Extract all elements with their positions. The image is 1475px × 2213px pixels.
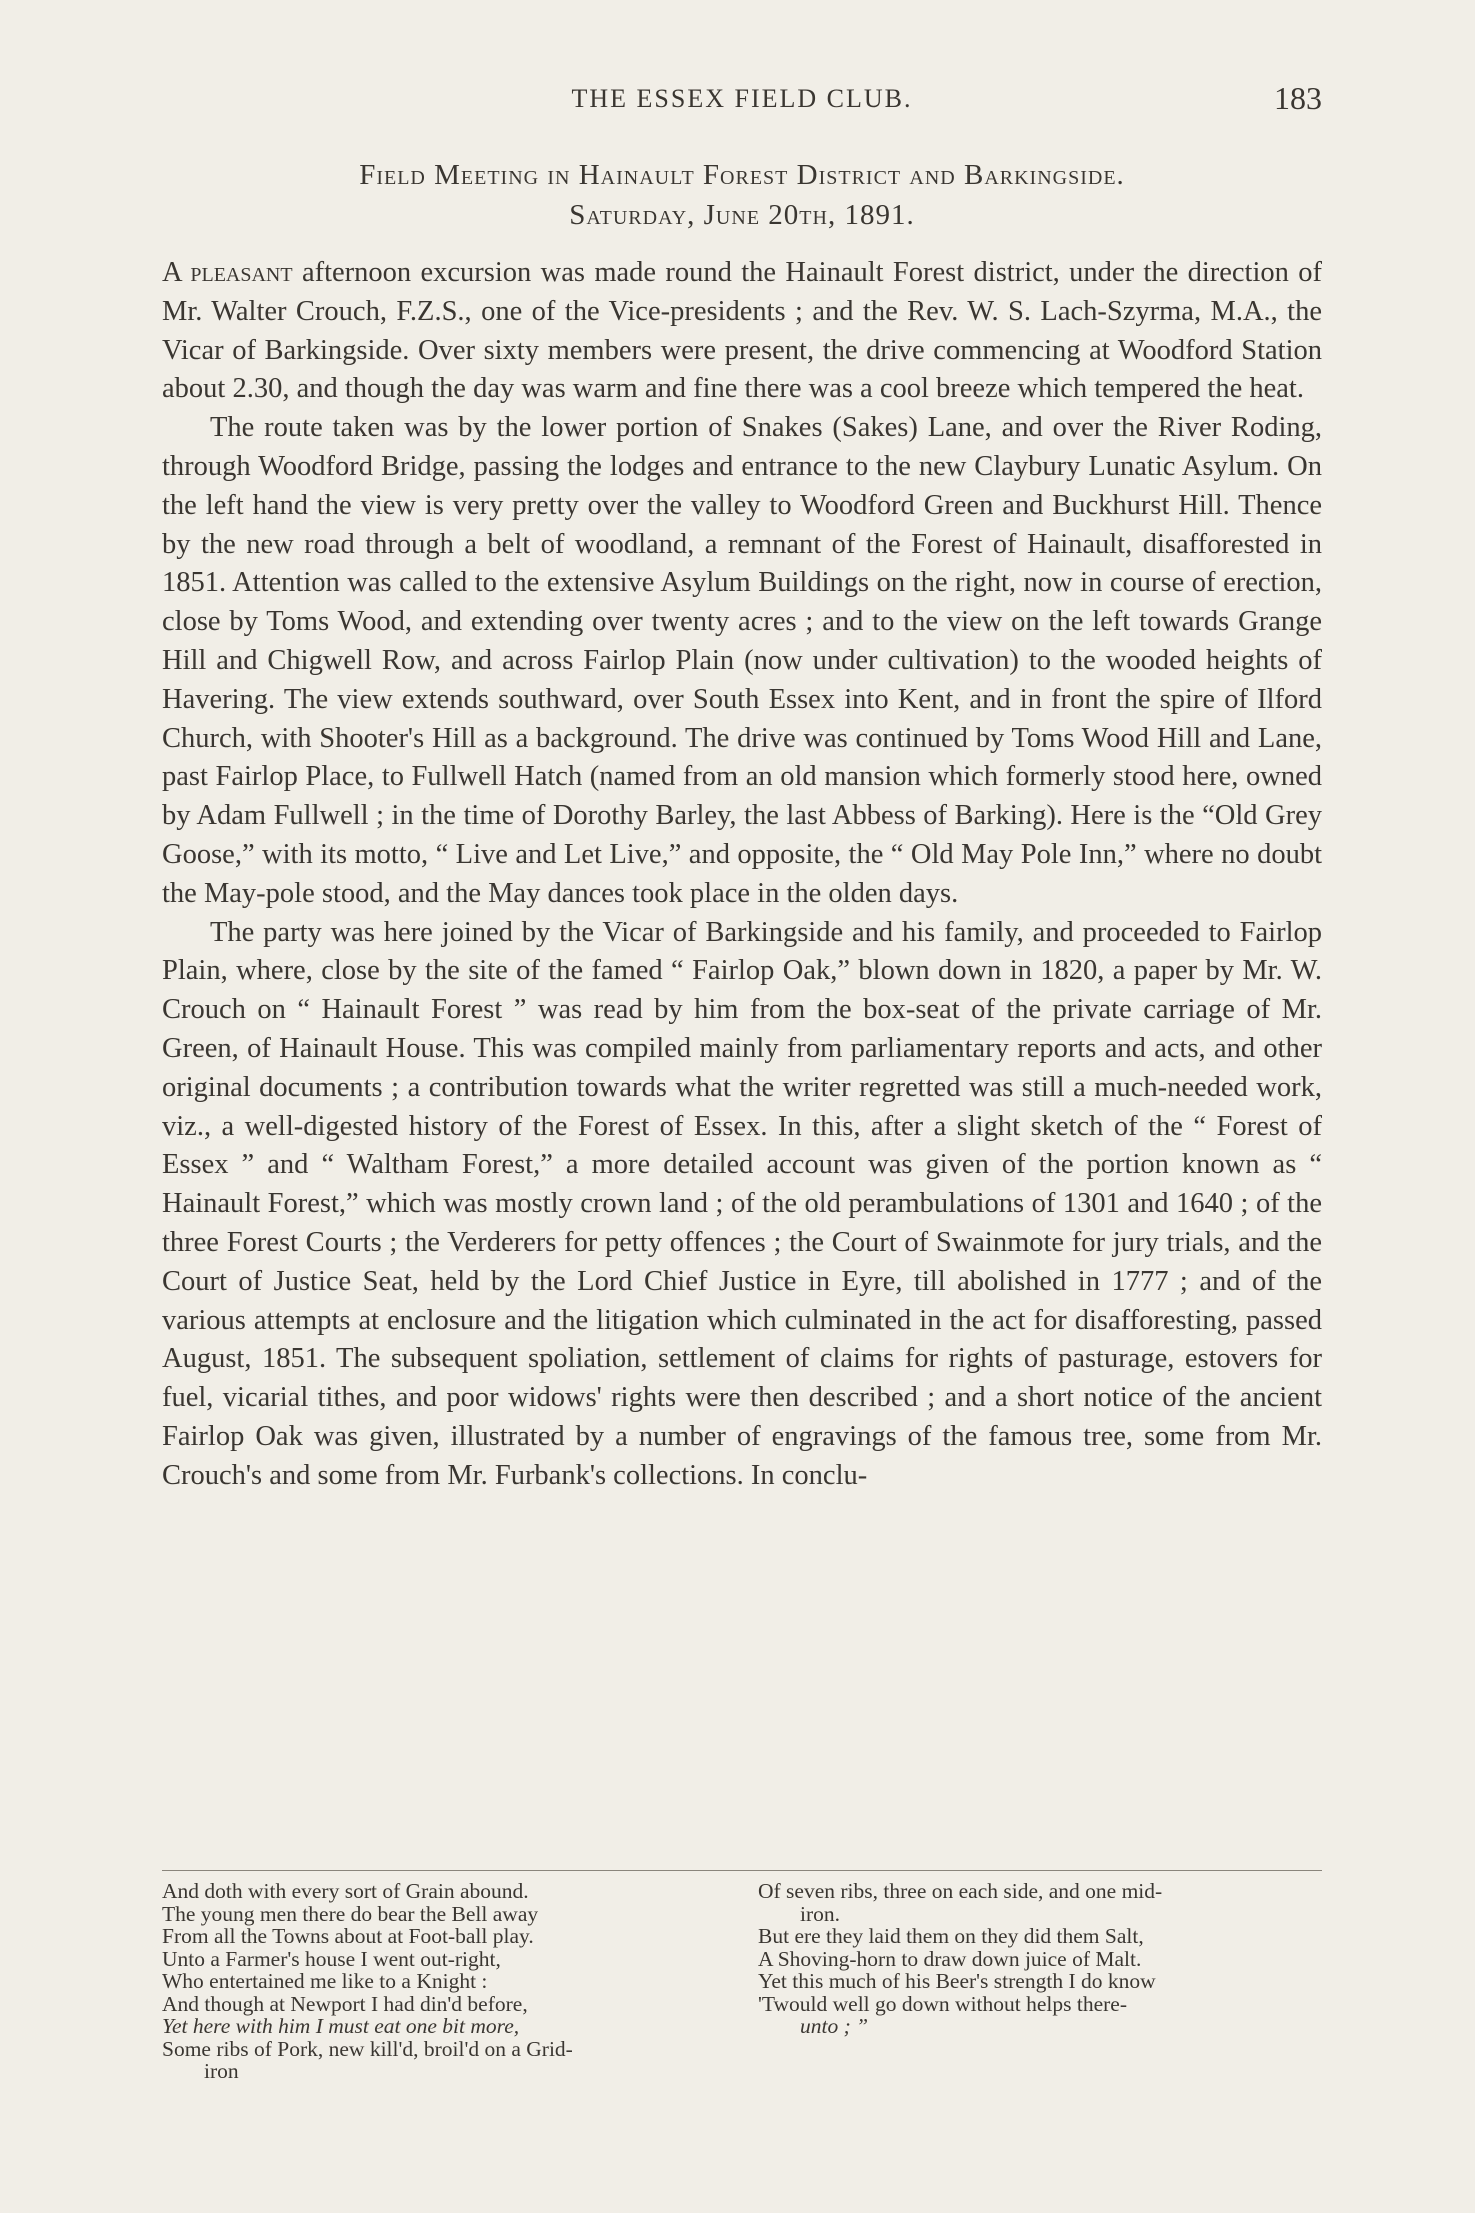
footnote-line: And doth with every sort of Grain abound. bbox=[162, 1879, 529, 1903]
footnote-line: But ere they laid them on they did them Salt, bbox=[758, 1924, 1144, 1948]
footnote-line: Of seven ribs, three on each side, and one mid- bbox=[758, 1879, 1163, 1903]
footnote-line: From all the Towns about at Foot-ball play. bbox=[162, 1924, 534, 1948]
article-body bbox=[162, 254, 1322, 1496]
footnote-left-column bbox=[162, 1880, 717, 2083]
section-heading: Field Meeting in Hainault Forest District and Barkingside. bbox=[359, 159, 1125, 191]
footnote-line: And though at Newport I had din'd before, bbox=[162, 1991, 528, 2016]
footnote-line: 'Twould well go down without helps there- bbox=[758, 1991, 1128, 2016]
footnote-line: Yet here with him I must eat one bit more, bbox=[162, 2014, 520, 2038]
footnote-divider bbox=[162, 1870, 1322, 1871]
footnote-line: Yet this much of his Beer's strength I do know bbox=[758, 1969, 1156, 1993]
running-head bbox=[162, 80, 1322, 120]
footnote-line: The young men there do bear the Bell away bbox=[162, 1901, 539, 1926]
footnote-line: unto ; ” bbox=[800, 2014, 869, 2038]
page-number: 183 bbox=[1274, 80, 1322, 116]
footnote-line: A Shoving-horn to draw down juice of Malt. bbox=[758, 1946, 1142, 1971]
paragraph-lead: A pleasant bbox=[162, 257, 293, 288]
paragraph-1 bbox=[162, 254, 1322, 409]
paragraph-2: The route taken was by the lower portion of Snakes (Sakes) Lane, and over the River Roding, through Woodford Bridge, passing the lodges and entrance to the new Claybury Lunatic Asylum. On the left hand the view is very pretty over the valley to Woodford Green and Buckhurst Hill. Thence by the new road through a belt of woodland, a remnant of the Forest of Hainault, disafforested in 1851. Attention was called to the extensive Asylum Buildings on the right, now in course of erection, close by Toms Wood, and extending over twenty acres ; and to the view on the left towards Grange Hill and Chigwell Row, and across Fairlop Plain (now under cultivation) to the wooded heights of Havering. The view extends southward, over South Essex into Kent, and in front the spire of Ilford Church, with Shooter's Hill as a background. The drive was continued by Toms Wood Hill and Lane, past Fairlop Place, to Fullwell Hatch (named from an old mansion which formerly stood here, owned by Adam Fullwell ; in the time of Dorothy Barley, the last Abbess of Barking). Here is the “Old Grey Goose,” with its motto, “ Live and Let Live,” and opposite, the “ Old May Pole Inn,” where no doubt the May-pole stood, and the May dances took place in the olden days. bbox=[162, 412, 1322, 909]
footnote-line: iron bbox=[204, 2059, 239, 2083]
section-date: Saturday, June 20th, 1891. bbox=[569, 199, 915, 231]
footnote-line: Some ribs of Pork, new kill'd, broil'd on a Grid- bbox=[162, 2036, 573, 2061]
footnote-line: Unto a Farmer's house I went out-right, bbox=[162, 1946, 501, 1971]
paragraph-3: The party was here joined by the Vicar of Barkingside and his family, and proceeded to Fairlop Plain, where, close by the site of the famed “ Fairlop Oak,” blown down in 1820, a paper by Mr. W. Crouch on “ Hainault Forest ” was read by him from the box-seat of the private carriage of Mr. Green, of Hainault House. This was compiled mainly from parliamentary reports and acts, and other original documents ; a contribution towards what the writer regretted was still a much-needed work, viz., a well-digested history of the Forest of Essex. In this, after a slight sketch of the “ Forest of Essex ” and “ Waltham Forest,” a more detailed account was given of the portion known as “ Hainault Forest,” which was mostly crown land ; of the old perambulations of 1301 and 1640 ; of the three Forest Courts ; the Verderers for petty offences ; the Court of Swainmote for jury trials, and the Court of Justice Seat, held by the Lord Chief Justice in Eyre, till abolished in 1777 ; and of the various attempts at enclosure and the litigation which culminated in the act for disafforesting, passed August, 1851. The subsequent spoliation, settlement of claims for rights of pasturage, estovers for fuel, vicarial tithes, and poor widows' rights were then described ; and a short notice of the ancient Fairlop Oak was given, illustrated by a number of engravings of the famous tree, some from Mr. Crouch's and some from Mr. Furbank's collections. In conclu- bbox=[162, 916, 1322, 1491]
running-title: THE ESSEX FIELD CLUB. bbox=[571, 84, 913, 113]
paragraph-text: afternoon excursion was made round the Hainault Forest district, under the direction of Mr. Walter Crouch, F.Z.S., one of the Vice-presidents ; and the Rev. W. S. Lach-Szyrma, M.A., the Vicar of Barkingside. Over sixty members were present, the drive commencing at Woodford Station about 2.30, and though the day was warm and fine there was a cool breeze which tempered the heat. bbox=[162, 257, 1322, 405]
footnote-line: Who entertained me like to a Knight : bbox=[162, 1969, 488, 1993]
footnote-line: iron. bbox=[800, 1901, 841, 1926]
footnote-right-column bbox=[758, 1880, 1322, 2038]
